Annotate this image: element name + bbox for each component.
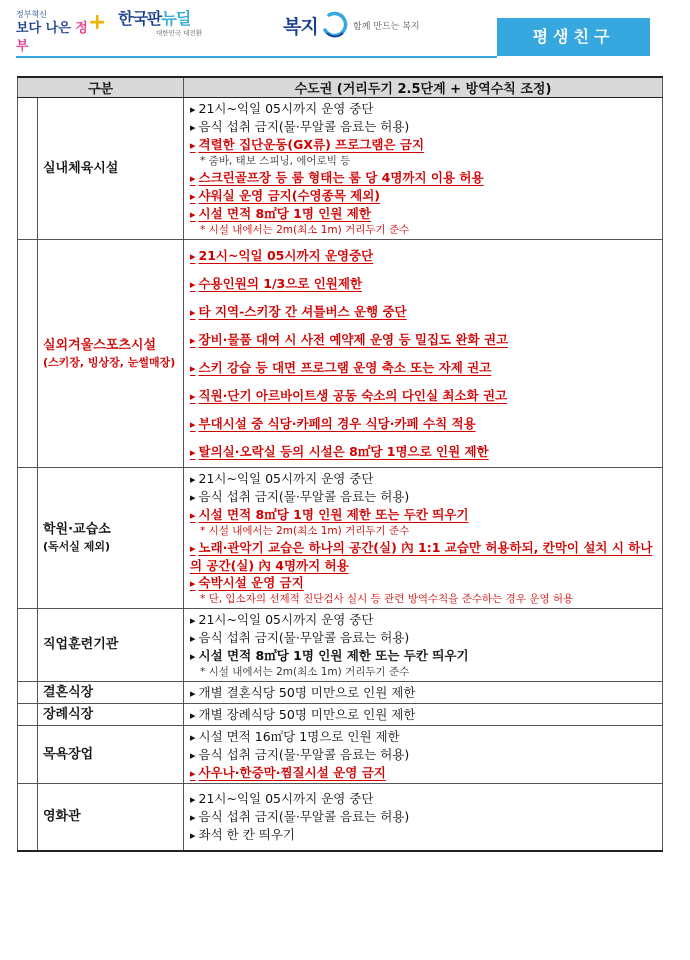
measure-line: 사우나·한증막·찜질시설 운영 금지 — [198, 765, 386, 780]
measure-line: 타 지역-스키장 간 셔틀버스 운행 중단 — [198, 304, 407, 319]
triangle-bullet-icon: ▸ — [190, 687, 196, 700]
triangle-bullet-icon: ▸ — [190, 542, 196, 555]
measure-line: 개별 결혼식당 50명 미만으로 인원 제한 — [198, 685, 416, 700]
category-name: 영화관 — [43, 809, 81, 824]
triangle-bullet-icon: ▸ — [190, 446, 196, 459]
measure-line: 탈의실·오락실 등의 시설은 8㎡당 1명으로 인원 제한 — [198, 444, 489, 459]
category-subtitle: (독서실 제외) — [43, 540, 111, 553]
category-name: 직업훈련기관 — [43, 637, 119, 652]
measure-line: 21시~익일 05시까지 운영중단 — [198, 248, 374, 263]
category-cell — [38, 726, 184, 784]
table-row — [18, 240, 663, 468]
triangle-bullet-icon: ▸ — [190, 632, 196, 645]
category-name: 장례식장 — [43, 706, 94, 722]
indent-cell — [18, 609, 38, 682]
logo1-text-b: 정부 — [16, 21, 88, 54]
category-cell — [38, 98, 184, 240]
welfare-logo — [283, 8, 473, 40]
category-cell — [38, 468, 184, 609]
indent-cell — [18, 682, 38, 704]
indent-cell — [18, 240, 38, 468]
measure-line: 21시~익일 05시까지 운영 중단 — [198, 612, 374, 627]
measure-line: 21시~익일 05시까지 운영 중단 — [198, 101, 374, 116]
category-subtitle: (스키장, 빙상장, 눈썰매장) — [43, 355, 176, 369]
indent-cell — [18, 784, 38, 852]
lifelong-friend-banner: 평생친구 — [497, 18, 650, 56]
triangle-bullet-icon: ▸ — [190, 577, 196, 590]
triangle-bullet-icon: ▸ — [190, 172, 196, 185]
category-name: 실외겨울스포츠시설 — [43, 337, 157, 353]
triangle-bullet-icon: ▸ — [190, 390, 196, 403]
welfare-logo-text: 복지 — [283, 16, 318, 38]
measure-note: * 줌바, 태보 스피닝, 에어로빅 등 — [200, 155, 351, 167]
measure-line: 수용인원의 1/3으로 인원제한 — [198, 276, 363, 291]
logo1-caption: 정부혁신 — [16, 10, 47, 19]
triangle-bullet-icon: ▸ — [190, 509, 196, 522]
logo2-caption: 대한민국 대전환 — [155, 29, 202, 37]
government-innovation-logo — [16, 10, 107, 54]
triangle-bullet-icon: ▸ — [190, 362, 196, 375]
header-category: 구분 — [18, 77, 184, 98]
measures-cell — [184, 98, 663, 240]
page-header — [0, 0, 690, 62]
table-row — [18, 682, 663, 704]
measure-line: 시설 면적 8㎡당 1명 인원 제한 또는 두칸 띄우기 — [198, 507, 469, 522]
measures-cell — [184, 726, 663, 784]
table-row — [18, 609, 663, 682]
triangle-bullet-icon: ▸ — [190, 793, 196, 806]
triangle-bullet-icon: ▸ — [190, 103, 196, 116]
triangle-bullet-icon: ▸ — [190, 208, 196, 221]
quarantine-rules-table — [17, 76, 663, 852]
measures-cell — [184, 704, 663, 726]
logo1-text-a: 보다 나은 — [16, 21, 76, 36]
triangle-bullet-icon: ▸ — [190, 278, 196, 291]
measure-note: * 시설 내에서는 2m(최소 1m) 거리두기 준수 — [200, 666, 410, 678]
measure-line: 스크린골프장 등 룸 형태는 룸 당 4명까지 이용 허용 — [198, 170, 484, 185]
logo2-text-a: 한국판 — [118, 9, 162, 28]
category-name: 학원·교습소 — [43, 522, 111, 537]
triangle-bullet-icon: ▸ — [190, 473, 196, 486]
triangle-bullet-icon: ▸ — [190, 650, 196, 663]
measures-cell — [184, 682, 663, 704]
measure-line: 직원·단기 아르바이트생 공동 숙소의 다인실 최소화 권고 — [198, 388, 508, 403]
measure-line: 시설 면적 8㎡당 1명 인원 제한 — [198, 206, 371, 221]
measures-cell — [184, 784, 663, 852]
measure-line: 격렬한 집단운동(GX류) 프로그램은 금지 — [198, 137, 425, 152]
measure-line: 21시~익일 05시까지 운영 중단 — [198, 791, 374, 806]
triangle-bullet-icon: ▸ — [190, 731, 196, 744]
triangle-bullet-icon: ▸ — [190, 709, 196, 722]
measures-cell — [184, 609, 663, 682]
measure-line: 개별 장례식당 50명 미만으로 인원 제한 — [198, 707, 416, 722]
triangle-bullet-icon: ▸ — [190, 121, 196, 134]
measure-line: 장비·물품 대여 시 사전 예약제 운영 등 밀집도 완화 권고 — [198, 332, 509, 347]
triangle-bullet-icon: ▸ — [190, 811, 196, 824]
measures-cell — [184, 240, 663, 468]
table-row — [18, 98, 663, 240]
triangle-bullet-icon: ▸ — [190, 139, 196, 152]
logo2-text-b: 뉴딜 — [161, 9, 191, 28]
welfare-arc-icon — [321, 10, 349, 38]
measure-line: 음식 섭취 금지(물·무알콜 음료는 허용) — [198, 489, 410, 504]
category-name: 목욕장업 — [43, 746, 94, 762]
triangle-bullet-icon: ▸ — [190, 418, 196, 431]
triangle-bullet-icon: ▸ — [190, 749, 196, 762]
triangle-bullet-icon: ▸ — [190, 306, 196, 319]
indent-cell — [18, 726, 38, 784]
table-row — [18, 704, 663, 726]
indent-cell — [18, 468, 38, 609]
measure-line: 시설 면적 8㎡당 1명 인원 제한 또는 두칸 띄우기 — [198, 648, 469, 663]
measure-line: 음식 섭취 금지(물·무알콜 음료는 허용) — [198, 747, 410, 762]
category-name: 실내체육시설 — [43, 160, 119, 176]
korean-new-deal-logo — [118, 9, 202, 38]
measure-line: 시설 면적 16㎡당 1명으로 인원 제한 — [198, 729, 400, 744]
indent-cell — [18, 704, 38, 726]
measure-line: 음식 섭취 금지(물·무알콜 음료는 허용) — [198, 809, 410, 824]
measure-line: 샤워실 운영 금지(수영종목 제외) — [198, 188, 380, 203]
triangle-bullet-icon: ▸ — [190, 829, 196, 842]
header-measures: 수도권 (거리두기 2.5단계 + 방역수칙 조정) — [184, 77, 663, 98]
measure-note: * 시설 내에서는 2m(최소 1m) 거리두기 준수 — [200, 525, 410, 537]
measure-line: 숙박시설 운영 금지 — [198, 575, 304, 590]
measure-line: 음식 섭취 금지(물·무알콜 음료는 허용) — [198, 630, 410, 645]
triangle-bullet-icon: ▸ — [190, 491, 196, 504]
table-row — [18, 468, 663, 609]
measure-line: 음식 섭취 금지(물·무알콜 음료는 허용) — [198, 119, 410, 134]
header-divider — [16, 56, 497, 58]
table-header-row — [18, 77, 663, 98]
table-row — [18, 784, 663, 852]
table-row — [18, 726, 663, 784]
measures-cell — [184, 468, 663, 609]
triangle-bullet-icon: ▸ — [190, 250, 196, 263]
measure-line: 부대시설 중 식당·카페의 경우 식당·카페 수칙 적용 — [198, 416, 476, 431]
triangle-bullet-icon: ▸ — [190, 614, 196, 627]
measure-line: 21시~익일 05시까지 운영 중단 — [198, 471, 374, 486]
category-cell — [38, 682, 184, 704]
triangle-bullet-icon: ▸ — [190, 190, 196, 203]
category-cell — [38, 704, 184, 726]
category-cell — [38, 240, 184, 468]
measure-line: 좌석 한 칸 띄우기 — [198, 827, 295, 842]
category-name: 결혼식장 — [43, 684, 94, 700]
category-cell — [38, 784, 184, 852]
triangle-bullet-icon: ▸ — [190, 767, 196, 780]
plus-icon: + — [88, 10, 107, 35]
indent-cell — [18, 98, 38, 240]
category-cell — [38, 609, 184, 682]
measure-line: 노래·관악기 교습은 하나의 공간(실) 內 1:1 교습만 허용하되, 칸막이 설치 시 하나의 공간(실) 內 4명까지 허용 — [190, 540, 653, 573]
measure-note: * 단, 입소자의 선제적 진단검사 실시 등 관련 방역수칙을 준수하는 경우 운영 허용 — [200, 593, 574, 605]
measure-line: 스키 강습 등 대면 프로그램 운영 축소 또는 자제 권고 — [198, 360, 492, 375]
welfare-slogan: 함께 만드는 복지 — [353, 22, 420, 32]
measure-note: * 시설 내에서는 2m(최소 1m) 거리두기 준수 — [200, 224, 410, 236]
triangle-bullet-icon: ▸ — [190, 334, 196, 347]
